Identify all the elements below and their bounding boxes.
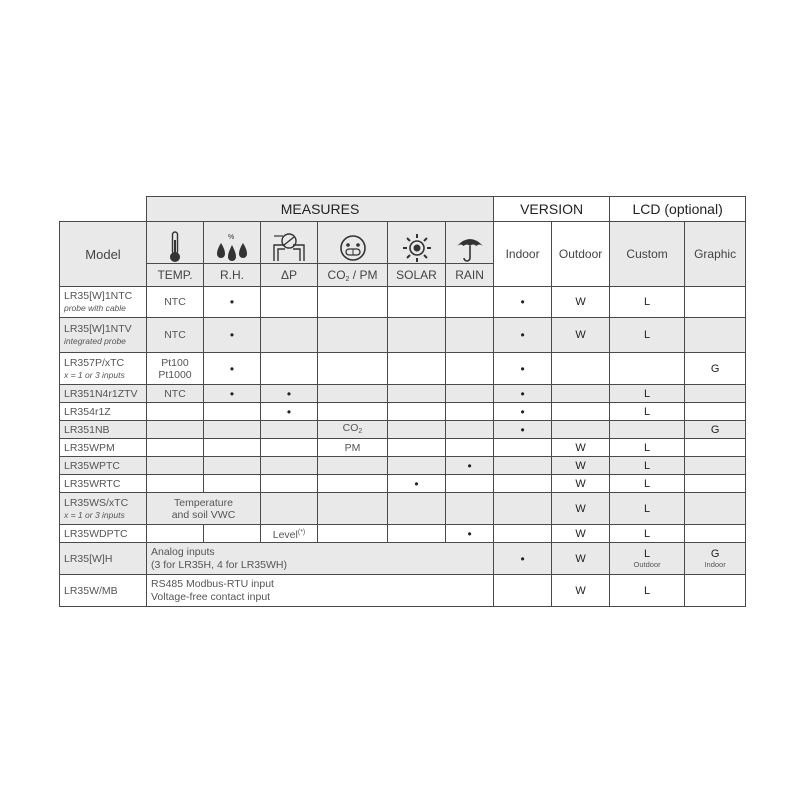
table-row xyxy=(60,475,746,493)
temp-cell: NTC xyxy=(147,318,204,353)
pm-label-text: / PM xyxy=(352,267,378,282)
analog-inputs-cell xyxy=(147,543,494,575)
outdoor-cell: W xyxy=(552,543,610,575)
temperature-soil-cell xyxy=(147,493,261,525)
svg-text:%: % xyxy=(228,234,235,241)
dp-cell xyxy=(261,421,318,439)
pressure-pipe-icon xyxy=(271,231,307,263)
rain-cell xyxy=(446,439,494,457)
graphic-cell xyxy=(685,385,746,403)
co2-cell xyxy=(318,475,388,493)
table-row xyxy=(60,575,746,607)
level-footnote: (*) xyxy=(297,528,306,536)
version-header: VERSION xyxy=(494,197,610,222)
dp-cell xyxy=(261,287,318,318)
rain-cell xyxy=(446,403,494,421)
table-row xyxy=(60,439,746,457)
graphic-cell xyxy=(685,575,746,607)
outdoor-cell: W xyxy=(552,287,610,318)
rain-cell xyxy=(446,385,494,403)
rh-cell xyxy=(204,475,261,493)
table-row xyxy=(60,457,746,475)
dp-cell xyxy=(261,439,318,457)
rain-label: RAIN xyxy=(446,264,494,287)
custom-cell: L xyxy=(610,493,685,525)
rs485-text: RS485 Modbus-RTU input xyxy=(151,577,274,590)
indoor-cell: • xyxy=(494,543,552,575)
temp-pt1000: Pt1000 xyxy=(158,368,192,381)
indoor-cell xyxy=(494,439,552,457)
solar-cell xyxy=(388,287,446,318)
dp-cell xyxy=(261,353,318,385)
soil-vwc-text: and soil VWC xyxy=(171,508,236,521)
temperature-text: Temperature xyxy=(174,496,233,509)
model-cell xyxy=(60,318,147,353)
voltage-free-text: Voltage-free contact input xyxy=(151,590,271,603)
rh-cell: • xyxy=(204,287,261,318)
model-name: LR35[W]H xyxy=(64,552,113,565)
graphic-cell xyxy=(685,493,746,525)
custom-cell: L xyxy=(610,525,685,543)
rain-cell xyxy=(446,318,494,353)
solar-label: SOLAR xyxy=(388,264,446,287)
co2-text: CO xyxy=(342,421,359,434)
indoor-cell xyxy=(494,475,552,493)
custom-cell: L xyxy=(610,475,685,493)
rain-cell xyxy=(446,493,494,525)
solar-cell xyxy=(388,493,446,525)
co2-cell xyxy=(318,493,388,525)
table-row xyxy=(60,287,746,318)
solar-cell xyxy=(388,457,446,475)
rh-icon-cell xyxy=(204,222,261,264)
co2-cell xyxy=(318,421,388,439)
indoor-cell: • xyxy=(494,353,552,385)
outdoor-header: Outdoor xyxy=(552,222,610,287)
outdoor-cell xyxy=(552,403,610,421)
umbrella-icon xyxy=(455,233,485,263)
model-name: LR351N4r1ZTV xyxy=(64,387,138,400)
temp-cell: NTC xyxy=(147,385,204,403)
thermometer-icon xyxy=(167,231,183,263)
model-name: LR35WRTC xyxy=(64,477,121,490)
graphic-cell xyxy=(685,318,746,353)
graphic-cell xyxy=(685,287,746,318)
co2-label-text: CO xyxy=(327,267,346,282)
custom-cell: L xyxy=(610,385,685,403)
lcd-header: LCD (optional) xyxy=(610,197,746,222)
rh-cell xyxy=(204,457,261,475)
model-cell xyxy=(60,543,147,575)
model-cell xyxy=(60,403,147,421)
icon-row xyxy=(60,222,746,264)
rain-cell: • xyxy=(446,457,494,475)
model-cell xyxy=(60,457,147,475)
custom-header: Custom xyxy=(610,222,685,287)
model-cell xyxy=(60,385,147,403)
indoor-cell xyxy=(494,575,552,607)
solar-cell xyxy=(388,439,446,457)
solar-cell: • xyxy=(388,475,446,493)
indoor-cell: • xyxy=(494,385,552,403)
model-cell xyxy=(60,575,147,607)
graphic-note: Indoor xyxy=(704,560,726,569)
outdoor-cell: W xyxy=(552,439,610,457)
analog-inputs-text: Analog inputs xyxy=(151,545,215,558)
solar-cell xyxy=(388,353,446,385)
co2-cell xyxy=(318,353,388,385)
model-name: LR35WDPTC xyxy=(64,527,128,540)
rain-icon-cell xyxy=(446,222,494,264)
temp-cell xyxy=(147,525,204,543)
graphic-cell xyxy=(685,475,746,493)
outdoor-cell: W xyxy=(552,457,610,475)
model-cell xyxy=(60,421,147,439)
model-name: LR35[W]1NTC xyxy=(64,290,133,302)
indoor-header: Indoor xyxy=(494,222,552,287)
indoor-cell: • xyxy=(494,421,552,439)
indoor-cell: • xyxy=(494,287,552,318)
temp-icon-cell xyxy=(147,222,204,264)
model-cell xyxy=(60,475,147,493)
dp-cell xyxy=(261,475,318,493)
table-row xyxy=(60,318,746,353)
outdoor-cell: W xyxy=(552,525,610,543)
model-cell xyxy=(60,525,147,543)
outdoor-cell xyxy=(552,385,610,403)
model-cell xyxy=(60,439,147,457)
temp-cell xyxy=(147,421,204,439)
outdoor-cell: W xyxy=(552,575,610,607)
temp-cell xyxy=(147,457,204,475)
co2-pm-label xyxy=(318,264,388,287)
solar-cell xyxy=(388,385,446,403)
graphic-cell: G xyxy=(685,421,746,439)
sun-icon xyxy=(402,233,432,263)
solar-cell xyxy=(388,403,446,421)
graphic-cell xyxy=(685,403,746,421)
indoor-cell xyxy=(494,493,552,525)
analog-inputs-detail: (3 for LR35H, 4 for LR35WH) xyxy=(151,558,287,571)
model-name: LR351NB xyxy=(64,423,110,436)
solar-cell xyxy=(388,318,446,353)
dp-label: ΔP xyxy=(261,264,318,287)
humidity-drops-icon xyxy=(215,231,249,263)
co2-cell: PM xyxy=(318,439,388,457)
indoor-cell xyxy=(494,525,552,543)
dp-cell xyxy=(261,493,318,525)
indoor-cell: • xyxy=(494,403,552,421)
model-cell xyxy=(60,353,147,385)
graphic-header: Graphic xyxy=(685,222,746,287)
temp-cell xyxy=(147,403,204,421)
indoor-cell xyxy=(494,457,552,475)
rh-cell xyxy=(204,439,261,457)
model-note: probe with cable xyxy=(64,303,126,313)
dp-cell: • xyxy=(261,385,318,403)
rh-cell: • xyxy=(204,385,261,403)
group-header-row xyxy=(60,197,746,222)
co2-cell xyxy=(318,287,388,318)
model-name: LR35WS/xTC xyxy=(64,496,129,509)
table-row xyxy=(60,493,746,525)
rain-cell xyxy=(446,475,494,493)
rain-cell xyxy=(446,287,494,318)
model-cell xyxy=(60,493,147,525)
rain-cell xyxy=(446,421,494,439)
gas-mask-icon xyxy=(338,233,368,263)
dp-cell xyxy=(261,525,318,543)
custom-note: Outdoor xyxy=(633,560,661,569)
rain-cell: • xyxy=(446,525,494,543)
co2-icon-cell xyxy=(318,222,388,264)
rh-cell xyxy=(204,421,261,439)
outdoor-cell xyxy=(552,353,610,385)
table-row xyxy=(60,525,746,543)
custom-cell: L xyxy=(610,457,685,475)
outdoor-cell: W xyxy=(552,493,610,525)
solar-icon-cell xyxy=(388,222,446,264)
graphic-cell xyxy=(685,439,746,457)
temp-cell xyxy=(147,353,204,385)
dp-icon-cell xyxy=(261,222,318,264)
custom-cell: L xyxy=(610,287,685,318)
blank-corner xyxy=(60,197,147,222)
co2-cell xyxy=(318,403,388,421)
temp-cell: NTC xyxy=(147,287,204,318)
rh-label: R.H. xyxy=(204,264,261,287)
temp-pt100: Pt100 xyxy=(161,356,189,369)
outdoor-cell: W xyxy=(552,318,610,353)
model-note: integrated probe xyxy=(64,336,126,346)
table-row xyxy=(60,353,746,385)
model-name: LR35WPTC xyxy=(64,459,121,472)
model-name: LR357P/xTC xyxy=(64,356,125,369)
co2-label-subscript: 2 xyxy=(345,275,350,283)
table-row xyxy=(60,403,746,421)
custom-cell: L xyxy=(610,318,685,353)
level-text: Level xyxy=(272,528,298,541)
graphic-cell: G xyxy=(685,353,746,385)
custom-value: L xyxy=(644,548,651,560)
product-table xyxy=(59,196,746,607)
temp-cell xyxy=(147,439,204,457)
dp-cell: • xyxy=(261,403,318,421)
model-name: LR35WPM xyxy=(64,441,115,454)
co2-cell xyxy=(318,318,388,353)
graphic-cell xyxy=(685,457,746,475)
custom-cell xyxy=(610,421,685,439)
graphic-cell xyxy=(685,543,746,575)
indoor-cell: • xyxy=(494,318,552,353)
custom-cell xyxy=(610,353,685,385)
model-note: x = 1 or 3 inputs xyxy=(64,369,125,380)
custom-cell: L xyxy=(610,575,685,607)
co2-cell xyxy=(318,525,388,543)
rh-cell: • xyxy=(204,353,261,385)
solar-cell xyxy=(388,421,446,439)
co2-cell xyxy=(318,385,388,403)
temp-label: TEMP. xyxy=(147,264,204,287)
custom-cell: L xyxy=(610,403,685,421)
co2-subscript: 2 xyxy=(358,427,363,435)
model-note: x = 1 or 3 inputs xyxy=(64,509,125,520)
rain-cell xyxy=(446,353,494,385)
dp-cell xyxy=(261,457,318,475)
modbus-inputs-cell xyxy=(147,575,494,607)
rh-cell xyxy=(204,403,261,421)
co2-cell xyxy=(318,457,388,475)
model-cell xyxy=(60,287,147,318)
rh-cell xyxy=(204,525,261,543)
table-row xyxy=(60,421,746,439)
temp-cell xyxy=(147,475,204,493)
outdoor-cell: W xyxy=(552,475,610,493)
model-name: LR35[W]1NTV xyxy=(64,323,132,335)
graphic-value: G xyxy=(710,548,720,560)
rh-cell: • xyxy=(204,318,261,353)
model-name: LR35W/MB xyxy=(64,584,118,597)
model-header: Model xyxy=(60,222,147,287)
graphic-cell xyxy=(685,525,746,543)
table-row xyxy=(60,543,746,575)
measures-header: MEASURES xyxy=(147,197,494,222)
outdoor-cell xyxy=(552,421,610,439)
custom-cell: L xyxy=(610,439,685,457)
custom-cell xyxy=(610,543,685,575)
solar-cell xyxy=(388,525,446,543)
model-name: LR354r1Z xyxy=(64,405,111,418)
dp-cell xyxy=(261,318,318,353)
table-row xyxy=(60,385,746,403)
